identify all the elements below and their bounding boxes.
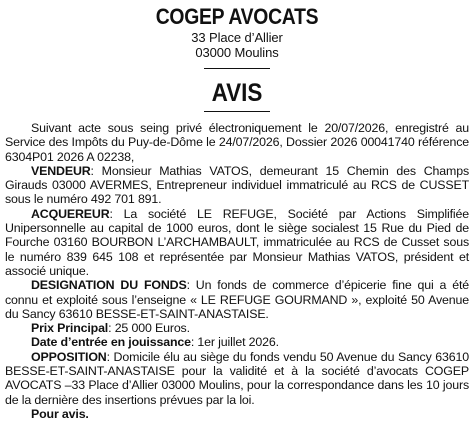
- prix-label: Prix Principal: [31, 321, 109, 336]
- vendeur-label: VENDEUR: [31, 163, 91, 178]
- notice-title: AVIS: [211, 79, 263, 107]
- vendeur-text: : Monsieur Mathias VATOS, demeurant 15 Chemin des Champs Girauds 03000 AVERMES, Entrepreneur individuel immatriculé au RCS de CUSSET sous le numéro 492 701 891.: [5, 163, 469, 207]
- acquereur-label: ACQUEREUR: [31, 206, 110, 221]
- firm-name: COGEP AVOCATS: [155, 4, 319, 29]
- prix-text: : 25 000 Euros.: [108, 321, 190, 336]
- firm-address-street: 33 Place d’Allier: [191, 30, 283, 45]
- acquereur-paragraph: [5, 207, 469, 278]
- header-divider: [204, 68, 270, 69]
- designation-text: : Un fonds de commerce d’épicerie fine qui a été connu et exploité sous l’enseigne « LE REFUGE GOURMAND », exploité 50 Avenue du Sancy 63610 BESSE-ET-SAINT-ANASTAISE.: [5, 278, 470, 321]
- firm-address-city: 03000 Moulins: [195, 45, 279, 60]
- acquereur-text: : La société LE REFUGE, Société par Actions Simplifiée Unipersonnelle au capital de 1000 euros, dont le siège socialest 15 Rue du Pied de Fourche 03160 BOURBON L’ARCHAMBAULT, immatriculée au RCS de Cusset sous le numéro 839 645 108 et représentée par Monsieur Mathias VATOS, président et associé unique.: [5, 206, 469, 278]
- date-paragraph: [5, 335, 469, 349]
- title-divider: [204, 111, 270, 112]
- prix-paragraph: [5, 321, 469, 335]
- closing-paragraph: [5, 407, 469, 421]
- notice-header: [5, 4, 469, 112]
- intro-text: Suivant acte sous seing privé électroniquement le 20/07/2026, enregistré au Service des Impôts du Puy-de-Dôme le 24/07/2026, Dossier 2026 00041740 référence 6304P01 2026 A 02238,: [5, 121, 469, 164]
- notice-body: [5, 121, 469, 421]
- opposition-text: : Domicile élu au siège du fonds vendu 50 Avenue du Sancy 63610 BESSE-ET-SAINT-ANASTAISE pour la validité et à la société d’avocats COGEP AVOCATS –33 Place d’Allier 03000 Moulins, pour la correspondance dans les 10 jours de la dernière des insertions prévues par la loi.: [5, 349, 469, 407]
- legal-notice-page: [0, 4, 473, 433]
- opposition-paragraph: [5, 350, 469, 407]
- opposition-label: OPPOSITION: [31, 349, 107, 364]
- intro-paragraph: [5, 121, 469, 164]
- closing-text: Pour avis.: [31, 406, 89, 421]
- designation-label: DESIGNATION DU FONDS: [31, 278, 187, 293]
- date-text: : 1er juillet 2026.: [190, 335, 279, 350]
- vendeur-paragraph: [5, 164, 469, 207]
- designation-paragraph: [5, 278, 469, 321]
- date-label: Date d’entrée en jouissance: [31, 335, 191, 350]
